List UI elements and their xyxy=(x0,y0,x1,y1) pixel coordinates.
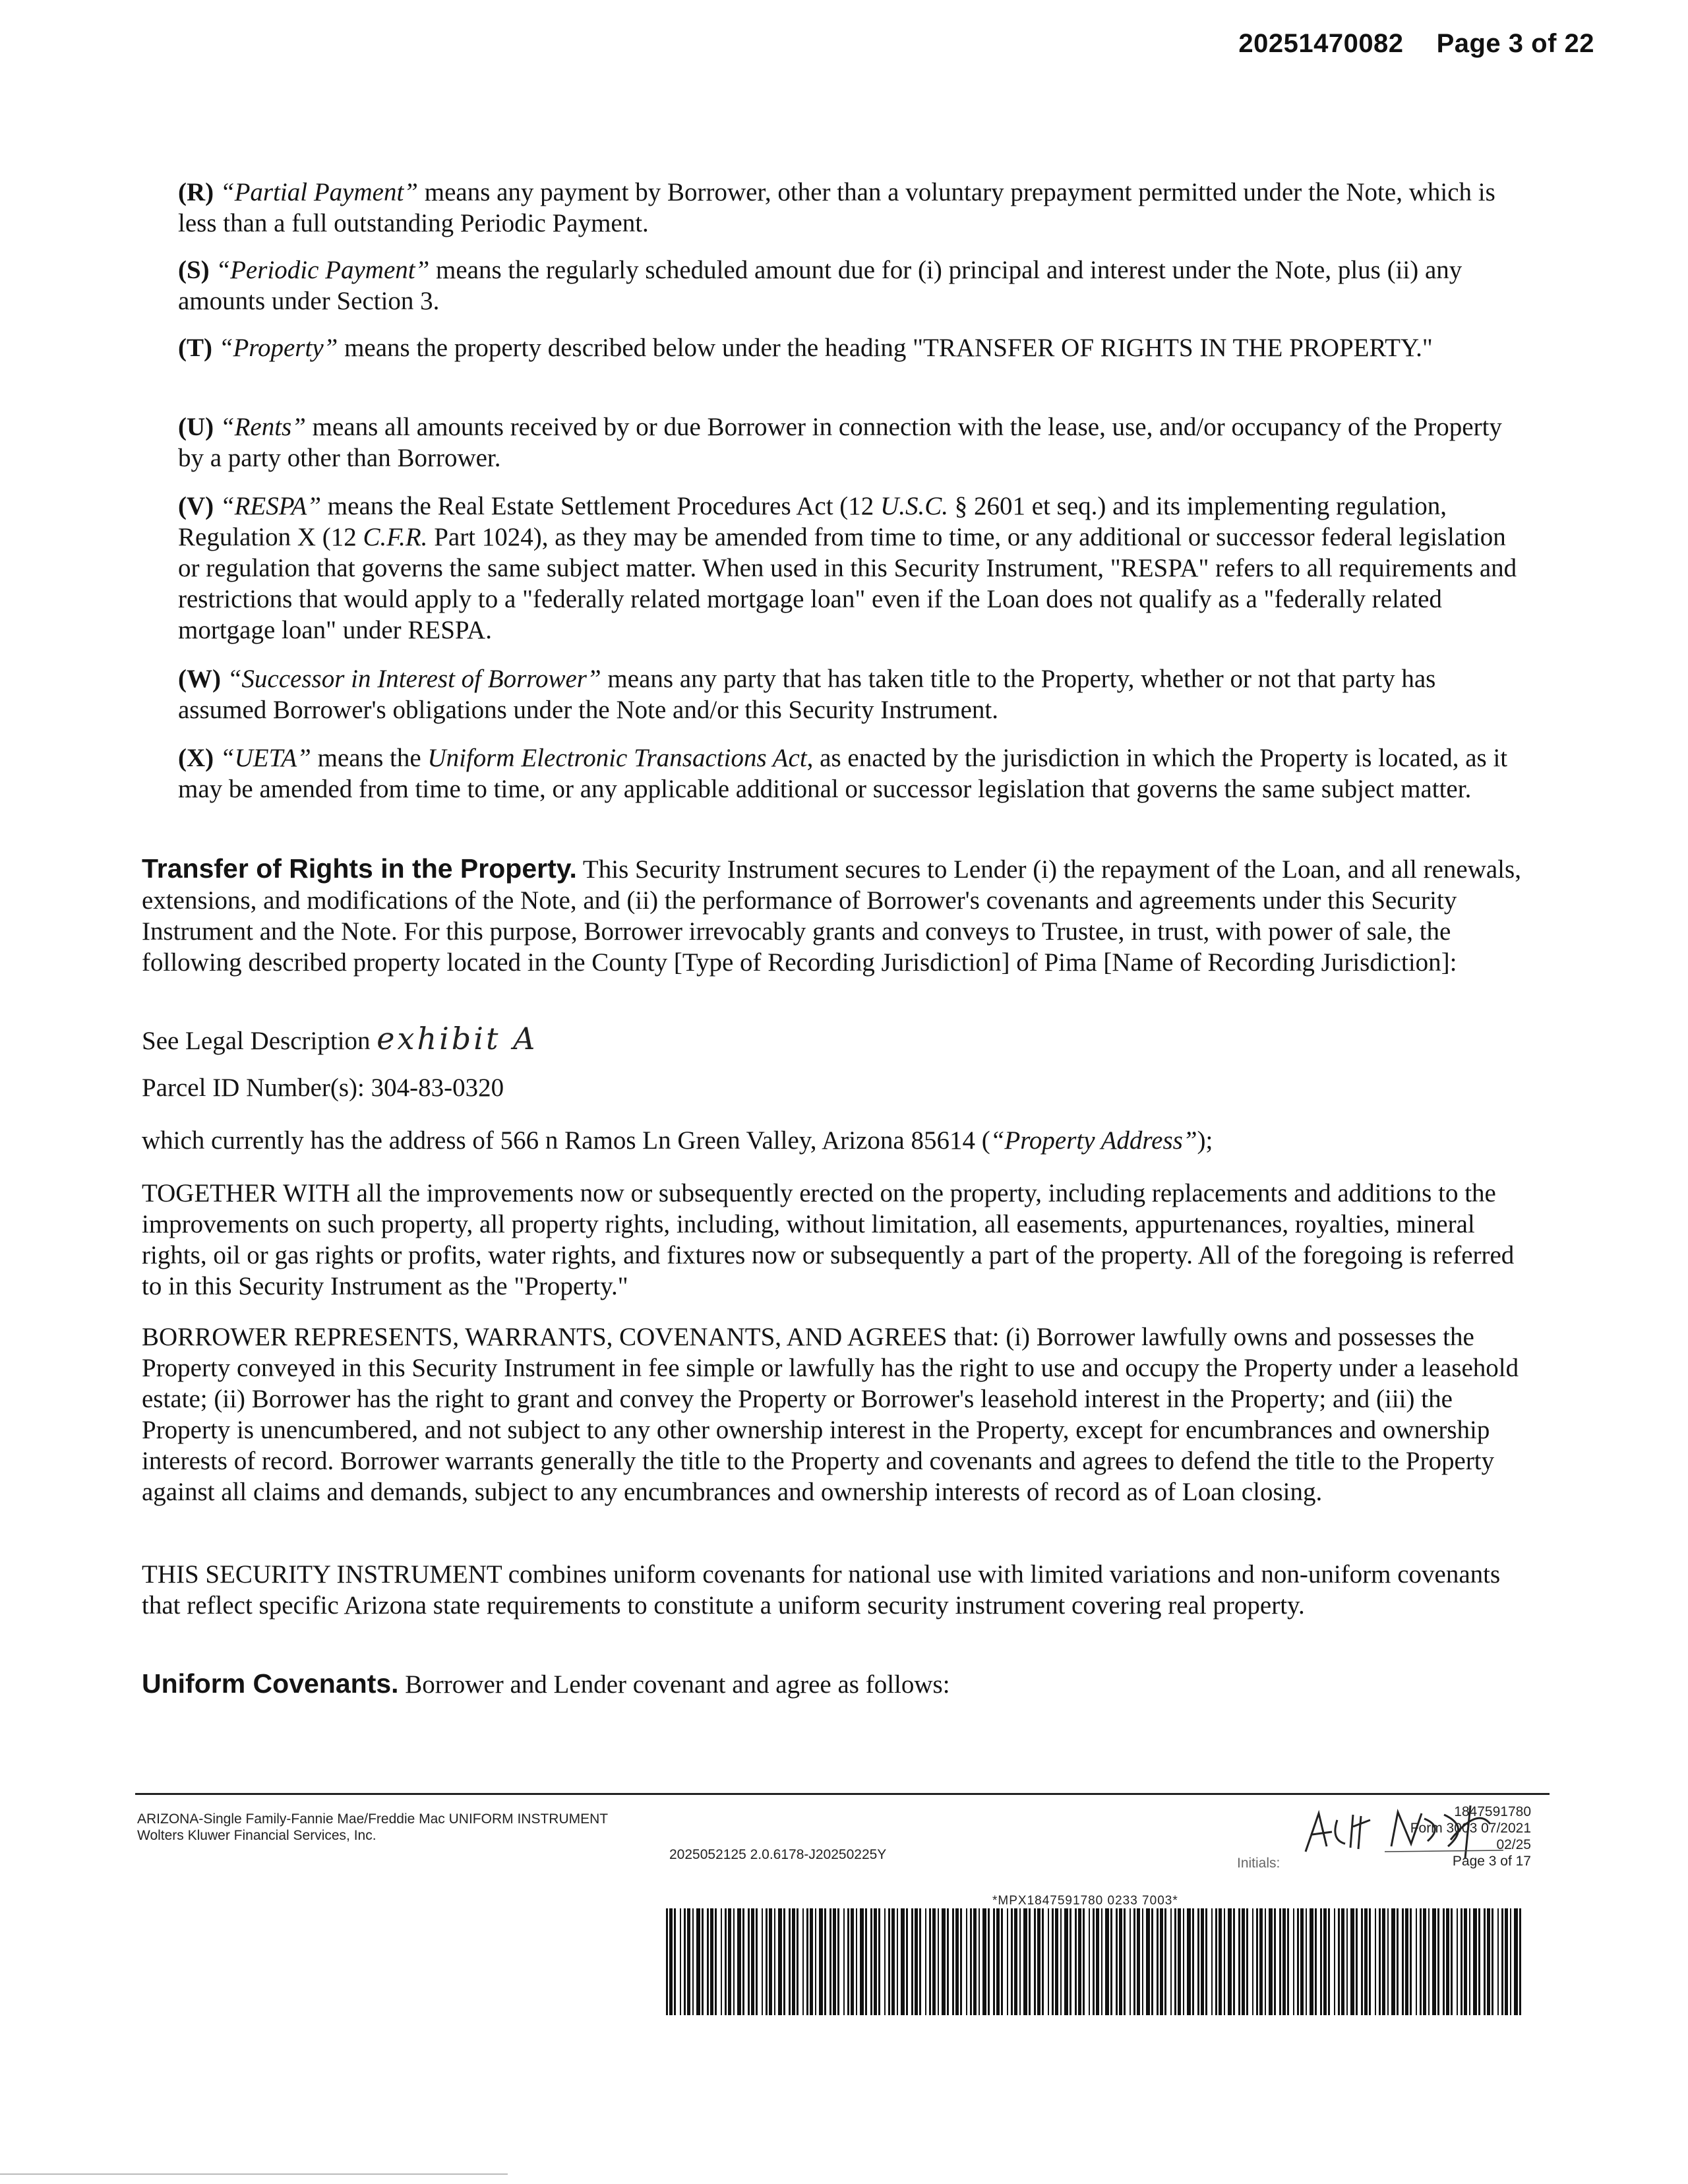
definition-x xyxy=(178,743,1523,804)
definition-label: (X) xyxy=(178,744,214,772)
footer-revision: 02/25 xyxy=(1496,1837,1531,1852)
footer-publisher: Wolters Kluwer Financial Services, Inc. xyxy=(137,1828,377,1843)
legal-description-line xyxy=(142,1023,1487,1056)
definition-term: “Partial Payment” xyxy=(220,178,418,206)
footer-form-title: ARIZONA-Single Family-Fannie Mae/Freddie Mac UNIFORM INSTRUMENT xyxy=(137,1811,609,1827)
footer-loan-number: 1847591780 xyxy=(1454,1804,1531,1819)
definition-term: “UETA” xyxy=(220,744,311,772)
property-address-suffix: ); xyxy=(1197,1126,1213,1155)
recording-header xyxy=(1238,29,1594,59)
footer-divider xyxy=(135,1793,1550,1795)
definition-text: means the regularly scheduled amount due for (i) principal and interest under the Note, plus (ii) any amounts under Section 3. xyxy=(178,256,1462,315)
definition-label: (S) xyxy=(178,256,210,284)
definition-term: “Rents” xyxy=(220,413,306,441)
recording-number: 20251470082 xyxy=(1238,29,1404,58)
property-address-text: which currently has the address of 566 n Ramos Ln Green Valley, Arizona 85614 ( xyxy=(142,1126,990,1155)
footer-initials-label: Initials: xyxy=(1237,1856,1281,1871)
handwritten-exhibit-note: exhibit A xyxy=(377,1021,538,1056)
definition-r xyxy=(178,177,1523,239)
definition-u xyxy=(178,411,1523,473)
transfer-of-rights-paragraph xyxy=(142,853,1523,978)
definition-citation: C.F.R. xyxy=(363,523,428,551)
definition-label: (U) xyxy=(178,413,214,441)
definition-text: means all amounts received by or due Borrower in connection with the lease, use, and/or occupancy of the Property by a party other than Borrower. xyxy=(178,413,1502,472)
uniform-covenants-heading: Uniform Covenants. xyxy=(142,1668,399,1699)
definition-text: , as enacted by the jurisdiction in which the Property is located, as it may be amended from time to time, or any applicable additional or successor legislation that governs the same subject matter. xyxy=(178,744,1508,803)
uniform-covenants-paragraph xyxy=(142,1668,1487,1700)
footer-form-page: Page 3 of 17 xyxy=(1452,1854,1531,1869)
parcel-id: Parcel ID Number(s): 304-83-0320 xyxy=(142,1074,504,1102)
uniform-covenants-text: Borrower and Lender covenant and agree as follows: xyxy=(398,1670,950,1699)
definition-term: “Periodic Payment” xyxy=(216,256,430,284)
definition-citation: U.S.C. xyxy=(880,492,948,520)
transfer-of-rights-text: This Security Instrument secures to Lender (i) the repayment of the Loan, and all renewals, extensions, and modifications of the Note, and (ii) the performance of Borrower's covenants and agreements under this Security Instrument and the Note. For this purpose, Borrower irrevocably grants and conveys to Trustee, in trust, with power of sale, the following described property located in the County [Type of Recording Jurisdiction] of Pima [Name of Recording Jurisdiction]: xyxy=(142,855,1521,977)
definition-label: (T) xyxy=(178,334,212,362)
definition-text: means the Real Estate Settlement Procedures Act (12 xyxy=(321,492,881,520)
definition-text: § 2601 et seq.) and its implementing regulation, Regulation X (12 xyxy=(178,492,1447,551)
definition-text: means any payment by Borrower, other than a voluntary prepayment permitted under the Note, which is less than a full outstanding Periodic Payment. xyxy=(178,178,1495,237)
together-with-paragraph: TOGETHER WITH all the improvements now or subsequently erected on the property, including replacements and additions to the improvements on such property, all property rights, including, without limitation, all easements, appurtenances, royalties, mineral rights, oil or gas rights or profits, water rights, and fixtures now or subsequently a part of the property. All of the foregoing is referred to in this Security Instrument as the "Property." xyxy=(142,1179,1515,1300)
transfer-of-rights-heading: Transfer of Rights in the Property. xyxy=(142,853,577,884)
footer-doc-code: 2025052125 2.0.6178-J20250225Y xyxy=(669,1847,887,1862)
scan-edge-line xyxy=(0,2173,508,2175)
definition-text: means the property described below under the heading "TRANSFER OF RIGHTS IN THE PROPERTY." xyxy=(338,334,1433,362)
definition-label: (V) xyxy=(178,492,214,520)
footer-form-number: Form 3003 07/2021 xyxy=(1410,1821,1531,1836)
definition-term: “Property” xyxy=(218,334,338,362)
definition-v xyxy=(178,491,1523,646)
definition-text: means any party that has taken title to the Property, whether or not that party has assumed Borrower's obligations under the Note and/or this Security Instrument. xyxy=(178,665,1436,724)
footer-form-info xyxy=(137,1811,608,1844)
document-barcode xyxy=(666,1908,1526,2015)
initials-signature xyxy=(1292,1800,1517,1860)
definition-w xyxy=(178,663,1523,725)
definition-term: “Successor in Interest of Borrower” xyxy=(227,665,601,693)
borrower-represents-paragraph: BORROWER REPRESENTS, WARRANTS, COVENANTS, AND AGREES that: (i) Borrower lawfully owns and possesses the Property conveyed in this Security Instrument in fee simple or lawfully has the right to use and occupy the Property under a leasehold estate; (ii) Borrower has the right to grant and convey the Property or Borrower's leasehold interest in the Property; and (iii) the Property is unencumbered, and not subject to any other ownership interest in the Property, except for encumbrances and ownership interests of record. Borrower warrants generally the title to the Property and covenants and agrees to defend the title to the Property against all claims and demands, subject to any encumbrances and ownership interests of record as of Loan closing. xyxy=(142,1323,1519,1506)
definition-text: Part 1024), as they may be amended from time to time, or any additional or successor federal legislation or regulation that governs the same subject matter. When used in this Security Instrument, "RESPA" refers to all requirements and restrictions that would apply to a "federally related mortgage loan" even if the Loan does not qualify as a "federally related mortgage loan" under RESPA. xyxy=(178,523,1517,644)
barcode-label: *MPX1847591780 0233 7003* xyxy=(992,1894,1178,1908)
security-instrument-paragraph: THIS SECURITY INSTRUMENT combines uniform covenants for national use with limited variations and non-uniform covenants that reflect specific Arizona state requirements to constitute a uniform security instrument covering real property. xyxy=(142,1560,1501,1620)
definition-s xyxy=(178,255,1523,317)
definition-label: (R) xyxy=(178,178,214,206)
property-address-term: “Property Address” xyxy=(990,1126,1197,1155)
definition-term: “RESPA” xyxy=(220,492,322,520)
recording-page-label: Page 3 of 22 xyxy=(1436,29,1594,58)
property-address-line xyxy=(142,1125,1526,1156)
definition-text: means the xyxy=(311,744,428,772)
definition-label: (W) xyxy=(178,665,221,693)
definition-act-name: Uniform Electronic Transactions Act xyxy=(427,744,807,772)
definition-t xyxy=(178,332,1523,363)
legal-description-label: See Legal Description xyxy=(142,1027,371,1055)
